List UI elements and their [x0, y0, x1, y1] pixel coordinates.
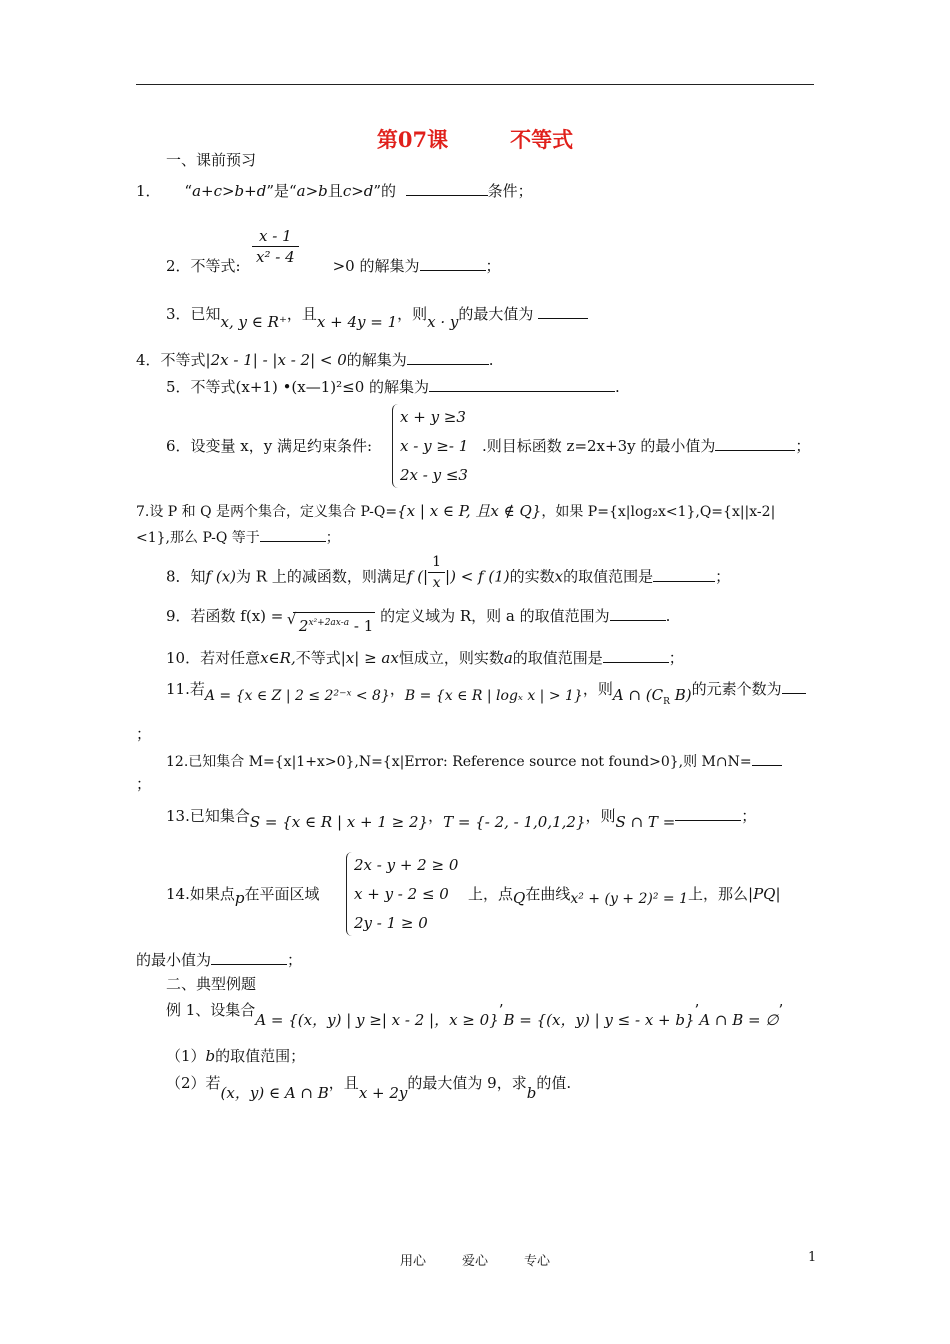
question-6: 6．设变量 x，y 满足约束条件: [166, 437, 373, 455]
set-A: A = {(x，y) | y ≥| x - 2 |，x ≥ 0} [255, 1011, 499, 1029]
math-expression: x + 4y = 1 [316, 313, 398, 331]
page-number: 1 [808, 1250, 817, 1265]
question-1: 1． “a+c>b+d”是“a>b且c>d”的 条件； [136, 182, 533, 200]
empty-intersection: A ∩ B = ∅ [699, 1011, 779, 1029]
question-2: 2．不等式: >0 的解集为 ； [166, 257, 501, 275]
answer-blank [260, 527, 326, 542]
question-7-continued: <1},那么 P-Q 等于 ； [136, 527, 340, 548]
question-4: 4．不等式|2x - 1| - |x - 2| < 0的解集为 . [136, 351, 494, 369]
math-expression: |2x - 1| - |x - 2| < 0 [205, 351, 347, 369]
lesson-topic: 不等式 [510, 127, 574, 152]
region-inequality-1: 2x - y + 2 ≥ 0 [354, 856, 459, 874]
region-inequality-2: x + y - 2 ≤ 0 [354, 885, 449, 903]
answer-blank [407, 350, 489, 365]
question-6-continued: .则目标函数 z=2x+3y 的最小值为 ； [482, 437, 811, 455]
question-8: 8．知f (x)为 R 上的减函数，则满足f (| $\frac{1}{x}$ |) < f (1)的实数x的取值范围是 ； [166, 554, 731, 591]
answer-blank [782, 679, 806, 694]
example-1-part-1: （1）b的取值范围； [166, 1047, 306, 1065]
section-preview-heading: 一、课前预习 [166, 151, 257, 169]
set-S: S = {x ∈ R | x + 1 ≥ 2} [249, 813, 429, 831]
math-expression: a>b [296, 182, 328, 200]
constraint-3: 2x - y ≤3 [400, 466, 468, 484]
question-12: 12.已知集合 M={x|1+x>0},N={x|Error: Reference source not found>0},则 M∩N= [166, 751, 782, 772]
answer-blank [653, 567, 715, 582]
set-definition: {x | x ∈ P, 且x ∉ Q} [397, 502, 542, 520]
math-expression: x, y ∈ R⁺ [220, 313, 287, 331]
answer-blank [420, 256, 486, 271]
radical-expression: √ $2^{x^2+2ax-a} - 1$ [286, 610, 374, 635]
math-expression: a+c>b+d [192, 182, 267, 200]
region-inequality-3: 2y - 1 ≥ 0 [354, 914, 428, 932]
header-rule [136, 84, 814, 85]
answer-blank [752, 751, 782, 766]
question-12-wrap: ； [136, 775, 152, 793]
example-1: 例 1、设集合A = {(x，y) | y ≥| x - 2 |，x ≥ 0}’B = {(x，y) | y ≤ - x + b}’A ∩ B = ∅’ [166, 1001, 784, 1029]
example-1-part-2: （2）若(x，y) ∈ A ∩ B，且x + 2y的最大值为 9，求b的值. [166, 1074, 572, 1102]
question-10: 10．若对任意x∈R,不等式|x| ≥ ax恒成立，则实数a的取值范围是 ； [166, 649, 684, 667]
set-A: A = {x ∈ Z | 2 ≤ 2²⁻ˣ < 8} [204, 688, 390, 704]
answer-blank [675, 806, 741, 821]
answer-blank [603, 648, 669, 663]
constraint-1: x + y ≥3 [400, 408, 466, 426]
answer-blank [406, 181, 488, 196]
math-expression: c>d [342, 182, 374, 200]
math-expression: x · y [427, 313, 459, 331]
answer-blank [211, 950, 287, 965]
answer-blank [715, 436, 795, 451]
constraint-2: x - y ≥- 1 [400, 437, 469, 455]
question-7: 7.设 P 和 Q 是两个集合，定义集合 P-Q={x | x ∈ P, 且x ∉ Q}，如果 P={x|log₂x<1},Q={x||x-2| [136, 502, 776, 520]
question-9: 9．若函数 f(x) = √ $2^{x^2+2ax-a} - 1$ 的定义域为 R，则 a 的取值范围为 . [166, 607, 671, 635]
constraint-brace [392, 404, 399, 488]
section-examples-heading: 二、典型例题 [166, 975, 257, 993]
question-5: 5．不等式(x+1) •(x—1)²≤0 的解集为 . [166, 378, 620, 396]
set-B: B = {x ∈ R | logₓ x | > 1} [404, 688, 583, 704]
region-brace [346, 852, 353, 936]
question-13: 13.已知集合S = {x ∈ R | x + 1 ≥ 2}，T = {- 2, - 1,0,1,2}，则S ∩ T = ； [166, 807, 757, 831]
page-title [0, 124, 950, 154]
answer-blank [538, 304, 588, 319]
answer-blank [429, 377, 615, 392]
page-footer: 用心 爱心 专心 [399, 1254, 551, 1269]
question-11-wrap: ； [136, 725, 152, 743]
set-T: T = {- 2, - 1,0,1,2} [443, 813, 586, 831]
question-14: 14.如果点p在平面区域 [166, 885, 320, 907]
question-11: 11.若A = {x ∈ Z | 2 ≤ 2²⁻ˣ < 8}，B = {x ∈ R | logₓ x | > 1}，则A ∩ ($C_R$ B)的元素个数为 [166, 679, 806, 706]
question-3: 3．已知x, y ∈ R⁺，且x + 4y = 1，则x · y的最大值为 [166, 304, 588, 324]
set-B: B = {(x，y) | y ≤ - x + b} [503, 1011, 695, 1029]
question-14-continued: 上，点Q在曲线x² + (y + 2)² = 1上，那么|PQ| [468, 885, 781, 907]
answer-blank [610, 606, 666, 621]
lesson-number: 第07课 [376, 127, 449, 152]
question-14-line2: 的最小值为 ； [136, 951, 303, 969]
question-2-fraction: $\frac{x - 1}{\text{x² - 4}}$ [252, 226, 299, 267]
